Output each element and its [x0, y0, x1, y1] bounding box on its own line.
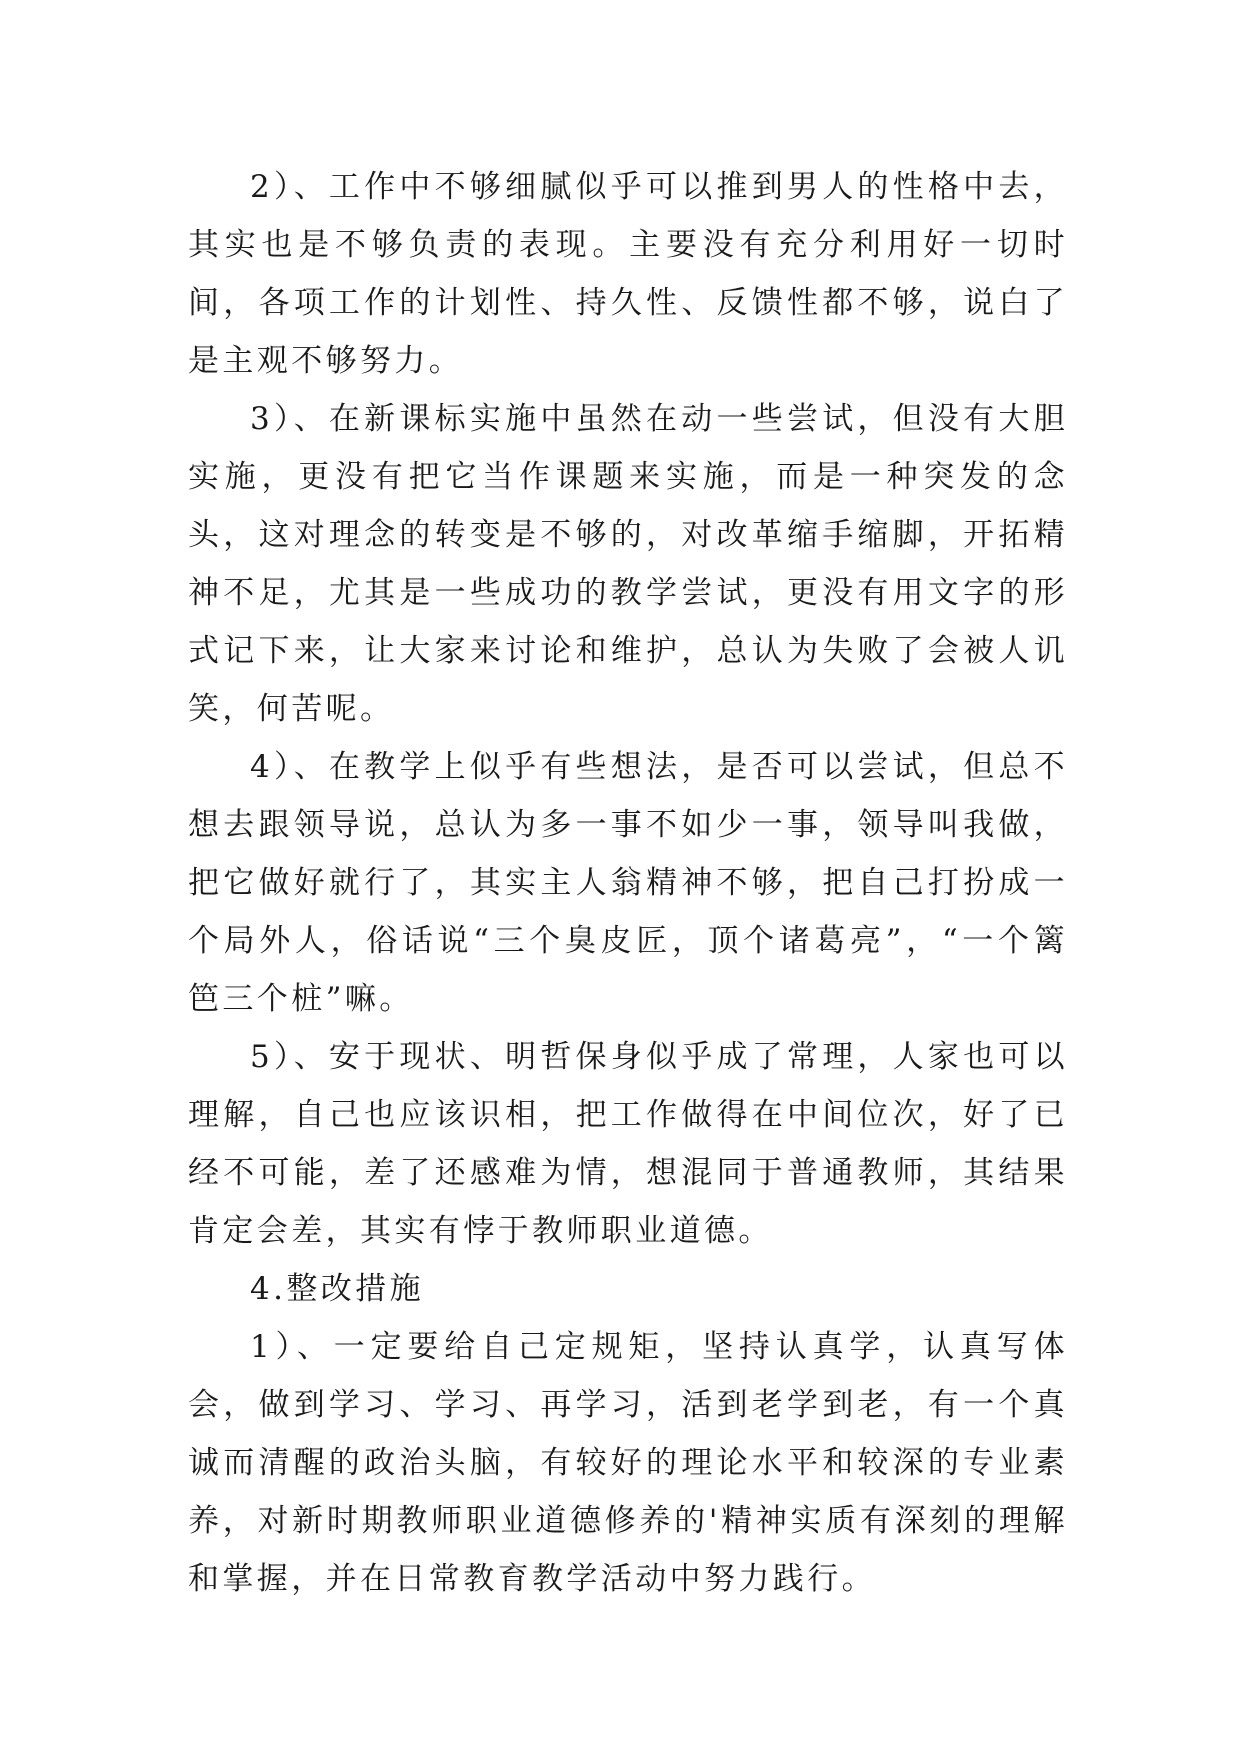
measure-point-1: 1）、一定要给自己定规矩，坚持认真学，认真写体会，做到学习、学习、再学习，活到老学到老，有一个真诚而清醒的政治头脑，有较好的理论水平和较深的专业素养，对新时期教师职业道德修养的'精神实质有深刻的理解和掌握，并在日常教育教学活动中努力践行。 [188, 1329, 1068, 1597]
paragraph-point-4: 4）、在教学上似乎有些想法，是否可以尝试，但总不想去跟领导说，总认为多一事不如少一事，领导叫我做，把它做好就行了，其实主人翁精神不够，把自己打扮成一个局外人，俗话说“三个臭皮匠，顶个诸葛亮”，“一个篱笆三个桩”嘛。 [188, 749, 1068, 1017]
paragraph-point-2: 2）、工作中不够细腻似乎可以推到男人的性格中去，其实也是不够负责的表现。主要没有充分利用好一切时间，各项工作的计划性、持久性、反馈性都不够，说白了是主观不够努力。 [188, 169, 1068, 379]
document-body [188, 158, 1068, 1608]
paragraph-point-3: 3）、在新课标实施中虽然在动一些尝试，但没有大胆实施，更没有把它当作课题来实施，而是一种突发的念头，这对理念的转变是不够的，对改革缩手缩脚，开拓精神不足，尤其是一些成功的教学尝试，更没有用文字的形式记下来，让大家来讨论和维护，总认为失败了会被人讥笑，何苦呢。 [188, 401, 1068, 727]
section-heading: 4.整改措施 [250, 1271, 424, 1307]
paragraph-point-5: 5）、安于现状、明哲保身似乎成了常理，人家也可以理解，自己也应该识相，把工作做得在中间位次，好了已经不可能，差了还感难为情，想混同于普通教师，其结果肯定会差，其实有悖于教师职业道德。 [188, 1039, 1068, 1249]
